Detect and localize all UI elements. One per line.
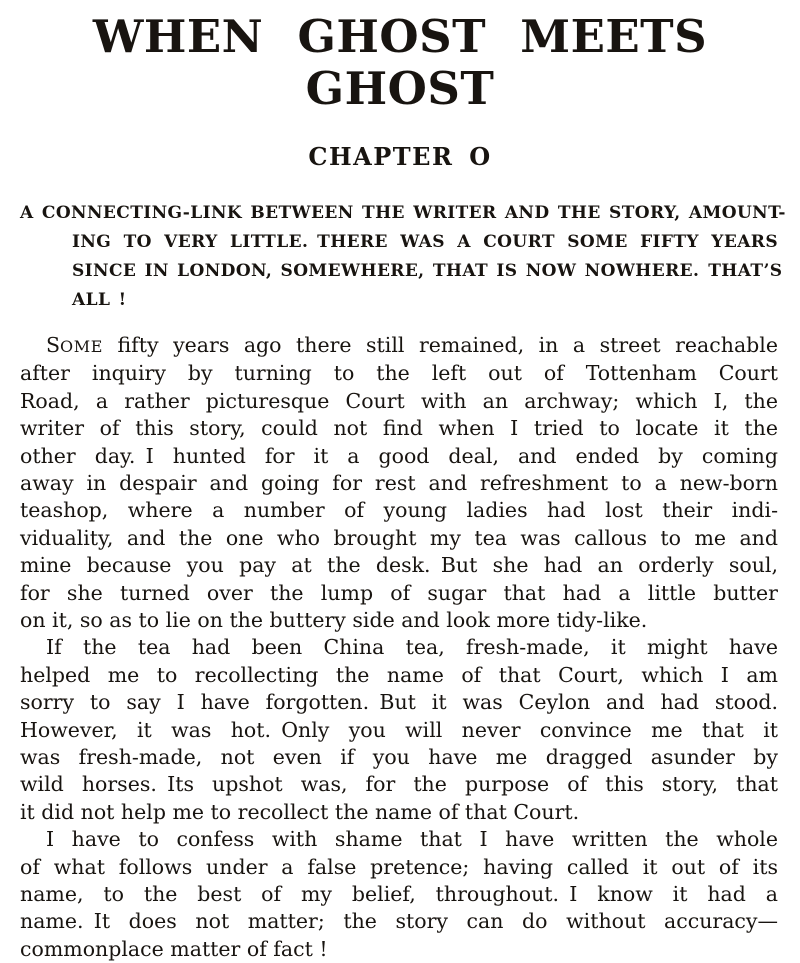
- text-segment: name. It does not matter; the story can do without accuracy—: [20, 909, 778, 934]
- text-line: [20, 415, 778, 442]
- text-segment: was fresh-made, not even if you have me dragged asunder by: [20, 744, 778, 769]
- paragraph: [20, 332, 778, 634]
- text-line: [20, 662, 778, 689]
- text-line: [20, 744, 778, 771]
- text-segment: Road, a rather picturesque Court with an archway; which I, the: [20, 388, 778, 413]
- text-line: [20, 771, 778, 798]
- text-line: [20, 580, 778, 607]
- text-segment: mine because you pay at the desk. But she had an orderly soul,: [20, 553, 778, 578]
- text-line: [20, 443, 778, 470]
- summary-line: A CONNECTING-LINK BETWEEN THE WRITER AND THE STORY, AMOUNT-: [20, 202, 786, 223]
- text-line: [20, 388, 778, 415]
- text-line: [20, 360, 778, 387]
- paragraph: [20, 826, 778, 963]
- text-line: [20, 936, 778, 963]
- text-line: [20, 826, 778, 853]
- text-segment: I have to confess with shame that I have written the whole: [46, 827, 778, 852]
- text-line: [20, 881, 778, 908]
- summary-line: ING TO VERY LITTLE. THERE WAS A COURT SOME FIFTY YEARS: [72, 231, 778, 252]
- paragraph: [20, 634, 778, 826]
- text-segment: sorry to say I have forgotten. But it was Ceylon and had stood.: [20, 690, 778, 715]
- text-segment: of what follows under a false pretence; having called it out of its: [20, 854, 778, 879]
- small-caps-text: OME: [60, 336, 103, 356]
- text-line: [20, 497, 778, 524]
- body-text: [20, 332, 778, 963]
- summary-line: ALL !: [72, 289, 127, 310]
- chapter-summary: [20, 199, 786, 315]
- summary-line: SINCE IN LONDON, SOMEWHERE, THAT IS NOW NOWHERE. THAT’S: [72, 260, 783, 281]
- text-segment: S: [46, 332, 61, 357]
- text-segment: commonplace matter of fact !: [20, 936, 328, 961]
- text-segment: If the tea had been China tea, fresh-made, it might have: [46, 635, 778, 660]
- text-line: [20, 908, 778, 935]
- chapter-heading: CHAPTER O: [308, 141, 492, 171]
- text-line: [20, 799, 778, 826]
- page-title: WHEN GHOST MEETS GHOST: [92, 10, 708, 115]
- text-segment: on it, so as to lie on the buttery side and look more tidy-like.: [20, 607, 648, 632]
- text-line: [20, 332, 778, 360]
- text-segment: other day. I hunted for it a good deal, and ended by coming: [20, 443, 778, 468]
- text-segment: it did not help me to recollect the name of that Court.: [20, 799, 580, 824]
- text-segment: fifty years ago there still remained, in a street reachable: [103, 332, 778, 357]
- text-line: [20, 607, 778, 634]
- text-line: [20, 552, 778, 579]
- text-line: [20, 470, 778, 497]
- text-segment: writer of this story, could not find when I tried to locate it the: [20, 416, 778, 441]
- text-line: [20, 525, 778, 552]
- text-segment: away in despair and going for rest and refreshment to a new-born: [20, 470, 778, 495]
- text-segment: name, to the best of my belief, throughout. I know it had a: [20, 882, 778, 907]
- text-line: [20, 717, 778, 744]
- text-segment: for she turned over the lump of sugar that had a little butter: [20, 580, 778, 605]
- text-segment: wild horses. Its upshot was, for the purpose of this story, that: [20, 772, 778, 797]
- text-line: [20, 854, 778, 881]
- text-segment: teashop, where a number of young ladies had lost their indi-: [20, 498, 778, 523]
- text-segment: viduality, and the one who brought my tea was callous to me and: [20, 525, 778, 550]
- text-segment: after inquiry by turning to the left out of Tottenham Court: [20, 361, 778, 386]
- text-line: [20, 634, 778, 661]
- text-line: [20, 689, 778, 716]
- text-segment: helped me to recollecting the name of that Court, which I am: [20, 662, 778, 687]
- text-segment: However, it was hot. Only you will never convince me that it: [20, 717, 778, 742]
